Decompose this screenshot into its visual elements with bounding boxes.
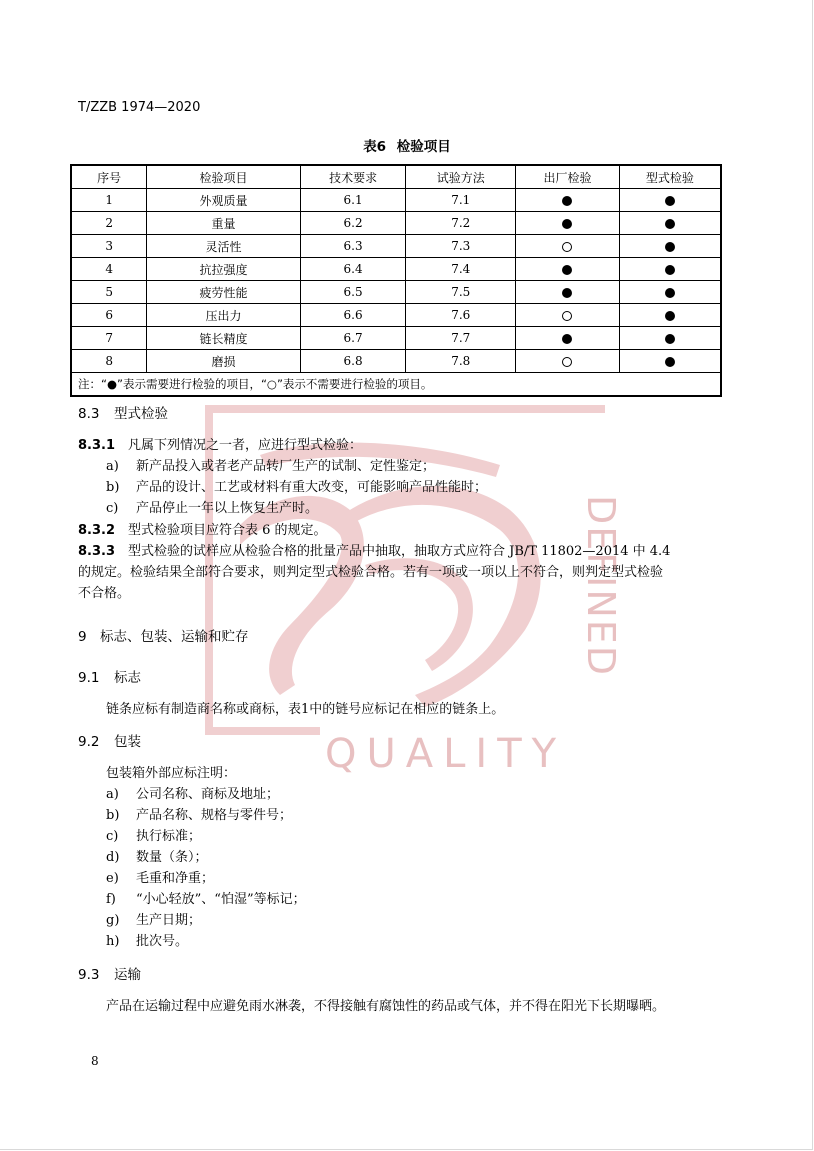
list-text: 公司名称、商标及地址；: [136, 787, 280, 802]
item-cell: 链长精度: [147, 327, 300, 350]
item-cell: 疲劳性能: [147, 281, 300, 304]
clause-text-line: 不合格。: [78, 586, 131, 601]
clause-number: 8.3.1: [78, 438, 116, 453]
section-title: 标志、包装、运输和贮存: [100, 629, 249, 645]
filled-circle-icon: [665, 242, 675, 252]
requirement-cell: 6.3: [300, 235, 406, 258]
row-number-cell: 4: [71, 258, 147, 281]
row-number-cell: 3: [71, 235, 147, 258]
inspection-table: [70, 164, 722, 397]
method-cell: 7.2: [406, 212, 516, 235]
clause-text-line: 型式检验的试样应从检验合格的批量产品中抽取，抽取方式应符合 JB/T 11802—2014 中 4.4: [128, 544, 671, 559]
filled-circle-icon: [665, 357, 675, 367]
factory-inspection-cell: [516, 212, 620, 235]
factory-inspection-cell: [516, 281, 620, 304]
item-cell: 外观质量: [147, 189, 300, 212]
section-9-1-heading: [78, 668, 141, 688]
row-number-cell: 8: [71, 350, 147, 373]
type-inspection-cell: [619, 212, 721, 235]
method-cell: 7.6: [406, 304, 516, 327]
col-header: 序号: [71, 165, 147, 189]
filled-circle-icon: [665, 311, 675, 321]
list-text: “小心轻放”、“怕湿”等标记；: [136, 892, 306, 907]
item-cell: 抗拉强度: [147, 258, 300, 281]
row-number-cell: 6: [71, 304, 147, 327]
row-number-cell: 7: [71, 327, 147, 350]
section-8-3-heading: [78, 404, 168, 424]
table-row: [71, 350, 721, 373]
hollow-circle-icon: [562, 242, 572, 252]
table-row: [71, 327, 721, 350]
requirement-cell: 6.5: [300, 281, 406, 304]
table-title-text: 检验项目: [396, 139, 451, 155]
method-cell: 7.8: [406, 350, 516, 373]
list-text: 批次号。: [136, 934, 189, 949]
list-item: [106, 848, 208, 868]
table-row: [71, 189, 721, 212]
list-label: h): [106, 934, 120, 949]
table-number: 表6: [363, 139, 387, 155]
factory-inspection-cell: [516, 189, 620, 212]
list-text: 数量（条）；: [136, 850, 208, 865]
type-inspection-cell: [619, 281, 721, 304]
list-item: [106, 827, 201, 847]
item-cell: 磨损: [147, 350, 300, 373]
list-text: 产品停止一年以上恢复生产时。: [136, 501, 319, 516]
section-number: 9: [78, 629, 87, 645]
method-cell: 7.7: [406, 327, 516, 350]
document-code: T/ZZB 1974—2020: [78, 100, 201, 115]
filled-circle-icon: [665, 288, 675, 298]
filled-circle-icon: [562, 334, 572, 344]
section-number: 8.3: [78, 406, 100, 422]
list-item: [106, 478, 487, 498]
method-cell: 7.1: [406, 189, 516, 212]
filled-circle-icon: [665, 265, 675, 275]
list-item: [106, 911, 201, 931]
factory-inspection-cell: [516, 304, 620, 327]
watermark-word-quality: QUALITY: [325, 731, 567, 777]
item-cell: 压出力: [147, 304, 300, 327]
table-row: [71, 235, 721, 258]
factory-inspection-cell: [516, 350, 620, 373]
col-header: 检验项目: [147, 165, 300, 189]
clause-8-3-1: [78, 436, 362, 456]
list-label: d): [106, 850, 120, 865]
list-label: e): [106, 871, 119, 886]
method-cell: 7.3: [406, 235, 516, 258]
list-label: a): [106, 787, 119, 802]
factory-inspection-cell: [516, 235, 620, 258]
col-header: 型式检验: [619, 165, 721, 189]
section-title: 包装: [114, 734, 141, 750]
requirement-cell: 6.7: [300, 327, 406, 350]
list-text: 执行标准；: [136, 829, 202, 844]
list-item: [106, 932, 188, 952]
list-label: g): [106, 913, 120, 928]
table-body: [71, 189, 721, 373]
list-item: [106, 499, 318, 519]
list-text: 产品的设计、工艺或材料有重大改变，可能影响产品性能时；: [136, 480, 488, 495]
section-number: 9.2: [78, 734, 100, 750]
section-number: 9.1: [78, 670, 100, 686]
filled-circle-icon: [562, 288, 572, 298]
requirement-cell: 6.4: [300, 258, 406, 281]
row-number-cell: 5: [71, 281, 147, 304]
type-inspection-cell: [619, 304, 721, 327]
factory-inspection-cell: [516, 327, 620, 350]
table-note: 注：“●”表示需要进行检验的项目，“○”表示不需要进行检验的项目。: [71, 373, 721, 397]
item-cell: 重量: [147, 212, 300, 235]
hollow-circle-icon: [562, 357, 572, 367]
table-row: [71, 281, 721, 304]
list-label: c): [106, 501, 119, 516]
section-9-2-intro: 包装箱外部应标注明：: [106, 766, 237, 781]
filled-circle-icon: [665, 219, 675, 229]
row-number-cell: 1: [71, 189, 147, 212]
requirement-cell: 6.8: [300, 350, 406, 373]
method-cell: 7.5: [406, 281, 516, 304]
col-header: 出厂检验: [516, 165, 620, 189]
filled-circle-icon: [562, 219, 572, 229]
clause-number: 8.3.2: [78, 523, 116, 538]
list-label: b): [106, 808, 120, 823]
section-9-1-text: 链条应标有制造商名称或商标，表1中的链号应标记在相应的链条上。: [106, 702, 505, 717]
requirement-cell: 6.6: [300, 304, 406, 327]
section-number: 9.3: [78, 967, 100, 983]
section-9-2-heading: [78, 732, 141, 752]
clause-text: 型式检验项目应符合表 6 的规定。: [128, 523, 327, 538]
table-note-row: [71, 373, 721, 397]
filled-circle-icon: [665, 196, 675, 206]
method-cell: 7.4: [406, 258, 516, 281]
list-item: [106, 785, 279, 805]
section-title: 标志: [114, 670, 141, 686]
section-9-3-heading: [78, 965, 141, 985]
table-row: [71, 258, 721, 281]
section-title: 型式检验: [114, 406, 168, 422]
list-item: [106, 869, 214, 889]
table-row: [71, 212, 721, 235]
list-label: b): [106, 480, 120, 495]
filled-circle-icon: [562, 265, 572, 275]
list-item: [106, 890, 306, 910]
clause-text: 凡属下列情况之一者，应进行型式检验：: [128, 438, 363, 453]
type-inspection-cell: [619, 189, 721, 212]
clause-8-3-3: [78, 542, 670, 562]
clause-8-3-2: [78, 521, 327, 541]
list-label: a): [106, 459, 119, 474]
list-text: 生产日期；: [136, 913, 202, 928]
watermark-word-defined: DEFINED: [579, 495, 623, 678]
table-header-row: [71, 165, 721, 189]
filled-circle-icon: [562, 196, 572, 206]
page-number: 8: [91, 1054, 99, 1068]
requirement-cell: 6.1: [300, 189, 406, 212]
list-item: [106, 457, 435, 477]
type-inspection-cell: [619, 258, 721, 281]
section-9-3-text: 产品在运输过程中应避免雨水淋袭，不得接触有腐蚀性的药品或气体，并不得在阳光下长期曝晒。: [106, 999, 666, 1014]
table-row: [71, 304, 721, 327]
type-inspection-cell: [619, 327, 721, 350]
col-header: 技术要求: [300, 165, 406, 189]
list-text: 产品名称、规格与零件号；: [136, 808, 293, 823]
factory-inspection-cell: [516, 258, 620, 281]
clause-number: 8.3.3: [78, 544, 116, 559]
list-label: c): [106, 829, 119, 844]
type-inspection-cell: [619, 350, 721, 373]
type-inspection-cell: [619, 235, 721, 258]
table-title: [0, 135, 814, 155]
clause-text-line: 的规定。检验结果全部符合要求，则判定型式检验合格。若有一项或一项以上不符合，则判定型式检验: [78, 565, 664, 580]
hollow-circle-icon: [562, 311, 572, 321]
filled-circle-icon: [665, 334, 675, 344]
list-item: [106, 806, 292, 826]
requirement-cell: 6.2: [300, 212, 406, 235]
col-header: 试验方法: [406, 165, 516, 189]
list-text: 毛重和净重；: [136, 871, 215, 886]
section-title: 运输: [114, 967, 141, 983]
section-9-heading: [78, 627, 249, 647]
list-text: 新产品投入或者老产品转厂生产的试制、定性鉴定；: [136, 459, 436, 474]
item-cell: 灵活性: [147, 235, 300, 258]
list-label: f): [106, 892, 116, 907]
row-number-cell: 2: [71, 212, 147, 235]
